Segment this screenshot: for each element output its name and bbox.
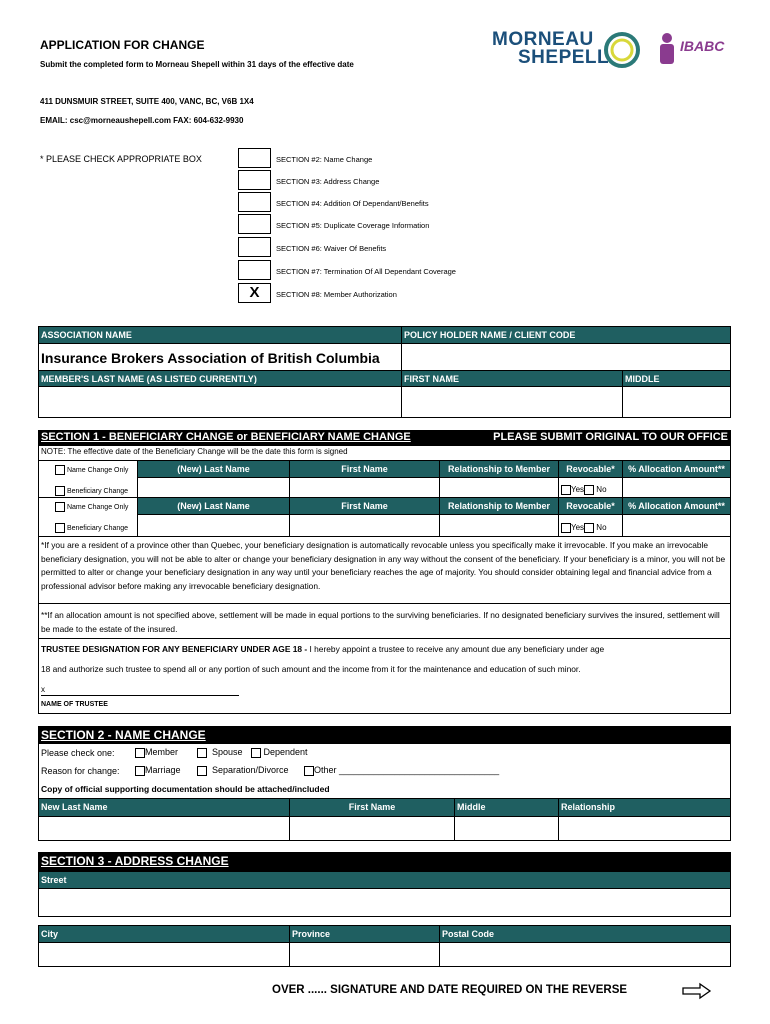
revocable-field-2 <box>558 514 623 537</box>
checkbox[interactable] <box>251 748 261 758</box>
s2-first-name-field[interactable] <box>289 816 455 841</box>
check-instruction: * PLEASE CHECK APPROPRIATE BOX <box>40 154 202 164</box>
member-option[interactable] <box>135 747 178 758</box>
section6-checkbox[interactable] <box>238 237 271 257</box>
spouse-option[interactable] <box>197 747 243 758</box>
checkbox[interactable] <box>304 766 314 776</box>
arrow-right-icon <box>682 982 712 1000</box>
member-first-name-field[interactable] <box>401 386 623 418</box>
member-last-name-field[interactable] <box>38 386 402 418</box>
middle-header: MIDDLE <box>622 370 731 387</box>
section5-label: SECTION #5: Duplicate Coverage Information <box>276 221 430 230</box>
first-name-header: FIRST NAME <box>401 370 623 387</box>
allocation-notice-text: **If an allocation amount is not specified above, settlement will be made in equal portions to the surviving beneficiaries. If no designated beneficiary survives the insured, settlement will be made to the estate of the insured. <box>41 610 720 634</box>
allocation-field-2[interactable] <box>622 514 731 537</box>
trustee-designation <box>38 638 731 714</box>
form-title: APPLICATION FOR CHANGE <box>40 38 205 52</box>
checkbox[interactable] <box>55 465 65 475</box>
association-name-value: Insurance Brokers Association of British Columbia <box>41 350 380 366</box>
beneficiary-change-option-2[interactable] <box>55 523 128 533</box>
section2-options <box>38 744 731 798</box>
section2-checkbox[interactable] <box>238 148 271 168</box>
separation-label: Separation/Divorce <box>212 765 289 775</box>
section3-checkbox[interactable] <box>238 170 271 190</box>
postal-code-field[interactable] <box>439 942 731 967</box>
col-first-name-2: First Name <box>289 497 440 515</box>
allocation-field-1[interactable] <box>622 477 731 498</box>
col-allocation-1: % Allocation Amount** <box>622 460 731 478</box>
checkbox[interactable] <box>135 748 145 758</box>
postal-code-header: Postal Code <box>439 925 731 943</box>
no-checkbox-2[interactable] <box>584 523 594 533</box>
section7-label: SECTION #7: Termination Of All Dependant Coverage <box>276 267 456 276</box>
copy-note: Copy of official supporting documentation should be attached/included <box>41 784 330 794</box>
col-new-last-name-1: (New) Last Name <box>137 460 290 478</box>
s2-relationship-field[interactable] <box>558 816 731 841</box>
checkbox[interactable] <box>197 766 207 776</box>
s2-first-name-header: First Name <box>289 798 455 817</box>
contact-info: EMAIL: csc@morneaushepell.com FAX: 604-632-9930 <box>40 116 244 125</box>
name-change-only-option-2[interactable] <box>55 502 128 512</box>
section1-note: NOTE: The effective date of the Beneficiary Change will be the date this form is signed <box>41 447 348 456</box>
col-revocable-2: Revocable* <box>558 497 623 515</box>
street-header: Street <box>38 871 731 889</box>
province-header: Province <box>289 925 440 943</box>
section3-title: SECTION 3 - ADDRESS CHANGE <box>41 854 229 868</box>
section3-label: SECTION #3: Address Change <box>276 177 380 186</box>
checkbox[interactable] <box>55 486 65 496</box>
morneau-shepell-logo <box>492 30 652 70</box>
province-field[interactable] <box>289 942 440 967</box>
trustee-heading: TRUSTEE DESIGNATION FOR ANY BENEFICIARY UNDER AGE 18 - <box>41 644 308 654</box>
new-last-name-header: New Last Name <box>38 798 290 817</box>
section2-header-bar <box>38 726 731 744</box>
beneficiary-relationship-1[interactable] <box>439 477 559 498</box>
other-option[interactable] <box>304 765 499 776</box>
col-relationship-1: Relationship to Member <box>439 460 559 478</box>
beneficiary-change-label: Beneficiary Change <box>66 487 129 495</box>
other-label: Other ________________________________ <box>314 765 500 775</box>
association-name-field[interactable] <box>38 343 402 371</box>
section2-label: SECTION #2: Name Change <box>276 155 373 164</box>
over-note: OVER ...... SIGNATURE AND DATE REQUIRED ON THE REVERSE <box>272 984 628 996</box>
trustee-text-2: 18 and authorize such trustee to spend all or any portion of such amount and the income from it for the maintenance and education of such minor. <box>41 664 581 674</box>
yes-label: Yes <box>571 523 585 533</box>
city-header: City <box>38 925 290 943</box>
beneficiary-change-label: Beneficiary Change <box>66 524 129 532</box>
beneficiary-change-option-1[interactable] <box>55 486 128 496</box>
person-icon <box>656 32 678 66</box>
beneficiary-relationship-2[interactable] <box>439 514 559 537</box>
beneficiary-first-name-1[interactable] <box>289 477 440 498</box>
name-change-only-label: Name Change Only <box>66 466 129 474</box>
allocation-notice <box>38 603 731 639</box>
section1-title: SECTION 1 - BENEFICIARY CHANGE or BENEFICIARY NAME CHANGE <box>41 431 411 443</box>
member-last-name-header: MEMBER'S LAST NAME (AS LISTED CURRENTLY) <box>38 370 402 387</box>
separation-option[interactable] <box>197 765 289 776</box>
col-new-last-name-2: (New) Last Name <box>137 497 290 515</box>
beneficiary-first-name-2[interactable] <box>289 514 440 537</box>
ibabc-logo <box>656 32 736 66</box>
beneficiary-options-2 <box>38 497 138 537</box>
section4-checkbox[interactable] <box>238 192 271 212</box>
section8-label: SECTION #8: Member Authorization <box>276 290 397 299</box>
form-subtitle: Submit the completed form to Morneau Shepell within 31 days of the effective date <box>40 60 354 69</box>
dependent-option[interactable] <box>251 747 308 758</box>
section6-label: SECTION #6: Waiver Of Benefits <box>276 244 387 253</box>
section5-checkbox[interactable] <box>238 214 271 234</box>
policy-holder-field[interactable] <box>401 343 731 371</box>
yes-label: Yes <box>571 485 585 495</box>
beneficiary-last-name-1[interactable] <box>137 477 290 498</box>
section8-checkbox[interactable]: X <box>238 283 271 303</box>
yes-checkbox-2[interactable] <box>561 523 571 533</box>
revocable-field-1 <box>558 477 623 498</box>
section1-right-title: PLEASE SUBMIT ORIGINAL TO OUR OFFICE <box>493 431 728 443</box>
col-allocation-2: % Allocation Amount** <box>622 497 731 515</box>
col-revocable-1: Revocable* <box>558 460 623 478</box>
s2-middle-field[interactable] <box>454 816 559 841</box>
checkbox[interactable] <box>197 748 207 758</box>
street-field[interactable] <box>38 888 731 917</box>
beneficiary-options-1 <box>38 460 138 498</box>
trustee-x-mark: x <box>41 685 45 694</box>
trustee-label: NAME OF TRUSTEE <box>41 701 108 708</box>
check-one-label: Please check one: <box>41 748 115 758</box>
checkbox[interactable] <box>55 502 65 512</box>
revocable-notice <box>38 536 731 604</box>
logo-line2: SHEPELL <box>518 47 610 68</box>
reason-label: Reason for change: <box>41 766 120 776</box>
section1-header-bar <box>38 430 731 446</box>
s2-middle-header: Middle <box>454 798 559 817</box>
trustee-signature-line[interactable] <box>41 695 239 696</box>
marriage-option[interactable] <box>135 765 181 776</box>
city-field[interactable] <box>38 942 290 967</box>
beneficiary-last-name-2[interactable] <box>137 514 290 537</box>
section4-label: SECTION #4: Addition Of Dependant/Benefits <box>276 199 429 208</box>
member-middle-field[interactable] <box>622 386 731 418</box>
trustee-text: I hereby appoint a trustee to receive any amount due any beneficiary under age <box>307 644 605 654</box>
no-label: No <box>596 485 607 495</box>
spouse-label: Spouse <box>212 747 243 757</box>
section7-checkbox[interactable] <box>238 260 271 280</box>
yes-checkbox-1[interactable] <box>561 485 571 495</box>
policy-holder-header: POLICY HOLDER NAME / CLIENT CODE <box>401 326 731 344</box>
member-label: Member <box>145 747 179 757</box>
no-label: No <box>596 523 607 533</box>
dependent-label: Dependent <box>263 747 308 757</box>
s2-relationship-header: Relationship <box>558 798 731 817</box>
col-first-name-1: First Name <box>289 460 440 478</box>
ibabc-text: IBABC <box>680 38 725 54</box>
col-relationship-2: Relationship to Member <box>439 497 559 515</box>
section3-header-bar <box>38 852 731 871</box>
marriage-label: Marriage <box>145 765 181 775</box>
name-change-only-option-1[interactable] <box>55 465 128 475</box>
no-checkbox-1[interactable] <box>584 485 594 495</box>
section2-title: SECTION 2 - NAME CHANGE <box>41 728 206 742</box>
association-name-header: ASSOCIATION NAME <box>38 326 402 344</box>
revocable-notice-text: *If you are a resident of a province other than Quebec, your beneficiary designation is automatically revocable unless you specifically make it irrevocable. If you make an irrevocable beneficiary designation, you will not be able to alter or change your beneficiary designation in any way without the consent of the beneficiary. If your beneficiary is a minor, you will not be permitted to alter or change your beneficiary designation in any way until your beneficiary reaches the age of majority. You should consider obtaining legal and financial advice from a professional advisor before making any irrevocable beneficiary designation. <box>41 540 726 591</box>
checkbox[interactable] <box>55 523 65 533</box>
name-change-only-label: Name Change Only <box>66 503 129 511</box>
logo-circle-icon <box>602 30 642 70</box>
checkbox[interactable] <box>135 766 145 776</box>
logo-line1: MORNEAU <box>492 29 594 50</box>
office-address: 411 DUNSMUIR STREET, SUITE 400, VANC, BC, V6B 1X4 <box>40 97 254 106</box>
new-last-name-field[interactable] <box>38 816 290 841</box>
